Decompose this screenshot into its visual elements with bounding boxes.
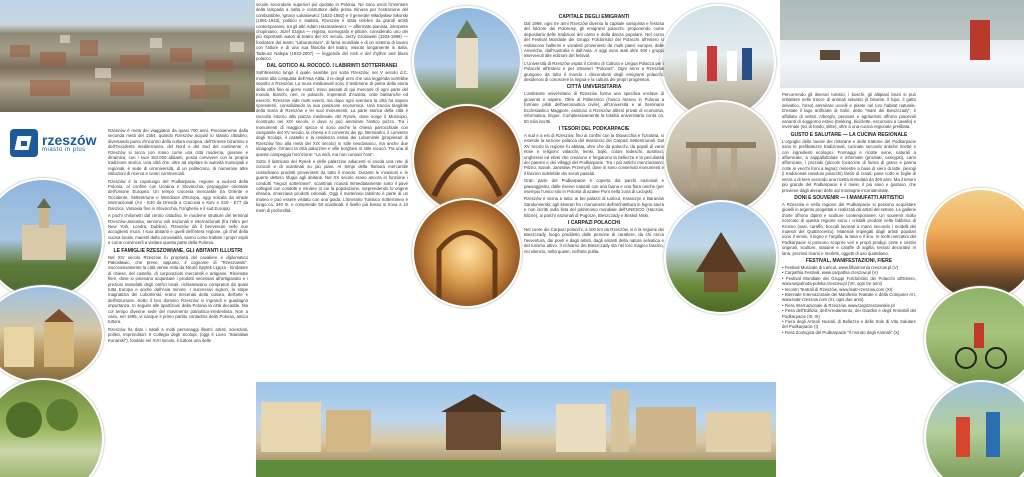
hikers-circle-photo: [924, 380, 1024, 477]
column-2: [256, 2, 408, 374]
wooden-church-circle-photo: [664, 200, 778, 314]
column-3: [524, 12, 664, 384]
university-heading: CITTÀ UNIVERSITARIA: [566, 84, 622, 91]
sled-dog-photo: [780, 0, 1024, 88]
families-heading: LE FAMIGLIE RZESZOWIANE, GLI ABITANTI ILLUSTRI: [113, 247, 243, 254]
col4-paragraph-2: L'orgoglio delle tavole dei ristoranti e delle trattorie del Podkarpacie sono le prelibatezze tradizionali, cucinate secondo antiche ricette e con ingredienti ecologici. Formaggi e ricotte ovine, naturali a affumicate, a zappallottolate e informate (proziaki, osscypki), carni affumicate, i proziaki (piccole focaccine di farina di grano e panna cotte in vecchi forni a legna); minestre a base di siero di latte, pierogi (i tradizionali ravioloni polacchi) farciti di crauti; pane cotto in foglie di verza o di kren secondo una ricetta immutata da 300 anni. Ma il tesoro più grande del Podkarpacie è il miele, il più sano e gustoso, che proviene dagli alveari delle api montagne incontaminate.: [782, 138, 916, 193]
gothic-heading: DAL GOTICO AL ROCOCÒ. I LABIRINTI SOTTERRANEI: [266, 63, 398, 70]
col3-paragraph-5: Gran parte del Podkarpacie è coperta dai parchi nazionali e paesaggistici, dalle riserve naturali con una fauna e una flora uniche (per esempio l'unico sito in Polonia di azalee Pont nella zona di Leżajsk).: [524, 178, 664, 194]
festival-item: • Festival Musicale di Łańcut, www.filharmonia.rzeszow.pl (V): [782, 264, 899, 270]
festival-heading: FESTIVAL, MANIFESTAZIONI, FIERE: [805, 257, 893, 264]
col3-paragraph-3: L'ambiente universitario di Rzeszów forma una specifica enclave di gioventù e sapere. Oltre al Politecnico (l'unico Ateneo in Polonia a formare piloti dell'aeronautica civile), all'Università e al Seminario Ecclesiastico Maggiore, esistono a Rzeszów altresì privati di economia, informatica, lingue. Complessivamente la totalità universitaria conta ca. 50 mila iscritti.: [524, 91, 664, 124]
column-4: [782, 92, 916, 477]
col1-paragraph-5: Rzeszów ha dato i natali a molti personaggi illustri: artisti, scienziati, politici, imprenditori. Il Collegio degli Scolopi, (oggi il Liceo "Stanisław Konarski"), fondato nel XVII secolo, è tuttora una delle: [108, 326, 248, 343]
festival-item: • Festival Mondiale dei Gruppi Folcloristici dei Polacchi all'Estero, www.wspolnota-polska.rzeszow.pl (VII, ogni tre anni): [782, 275, 916, 287]
sunset-lake-circle-photo: [924, 188, 1024, 302]
col2-paragraph-2: Sull'itinerario lungo il quale sarebbe poi sorta Rzeszów, nel V secolo d.C. mosse alla conquista dell'Asia Attila, il re degli unni che una leggenda vorrebbe sepolto a Rzeszów. La mura medioevali sono il testimone di pietra della storia della città fino ai giorni nostri. Sono passati di qui mercanti di ogni parte del mondo, bianchi, neri, re polacchi, imperatori d'Austria, orde barbariche ed eserciti. Rzeszów vide molti eventi, ma dopo ogni sventura la città ha saputo riprendersi, consolidando la sua posizione economica. Una traccia tangibile della storia di Rzeszów e lei suoi monumenti. La parte storica della città è raccolta intorno alla piazza medievale del Rynek, dove sorge il Municipio, ricostruito nel XIX secolo, e dove si può ammirare l'antico pozzo. Tra i monumenti di maggior spicco vi sono anche la chiesa parrocchiale con campanile del XV secolo, la chiesa e il convento dei pp. Bernardini, il convento degli Scolopi, il castello e la residenza estiva dei Lubomirski (proprietari di Rzeszów fino alla metà del XIX secolo) in stile neoclassico, ma anche due sinagoghe. Ornano la città palazzine e ville borghesi in stile rococò. Tra una di queste campeggia l'iscrizione: "La vedi, ma non conosci l'ora".: [256, 70, 408, 157]
festival-item: • Fiera dell'Edilizia, dell'Arredamento, dei Giardini e degli Immobili del Podkarpacie (III, IX): [782, 308, 916, 319]
col3-paragraph-6: Rzeszów è vicina a tutto: ai bei palazzi di Łańcut, Krasiczyn e Baranów Sandomierski; agli itinerari fra i monumenti dell'architettura in legno sacra e non iscritti sulla lista del patrimonio mondiale dell'UNESCO (Haczów, Blizne), ai parchi nazionali di Pogórze, Bieszczady e Beskid Niski.: [524, 196, 664, 218]
church-circle-photo: [412, 6, 522, 116]
col2-paragraph-1: scuole secondarie superiori più quotate in Polonia. Ne sono usciti l'inventore della lampada a nafta e costruttore della prima miniera per l'estrazione del combustibile, Ignacy Łukasiewicz (1822-1882) e il generale Władysław Sikorski (1881-1943), politico e statista. Rzeszów è stata celebre da grandi artisti contemporanei, tra gli altri Adam Hazarasiewicz — affermato pianista, interprete chopiniano, Józef Szajna — regista, scenografo e pittore, considerato uno dei più importanti autori di teatro del XX secolo, Jerzy Grotowski (1933-1999) — fondatore del teatro "Laboratorium", di fama mondiale e di un sistema di lavoro con l'attore e di una sua filosofia del teatro, vissuto lungamente in Italia, Tadeusz Nalepa (1933-2007) — leggenda del rock e del rhythm and blues polacco.: [256, 2, 408, 62]
castle-circle-photo: [0, 178, 104, 300]
market-square-photo: [256, 382, 776, 477]
festival-item: • Fiera degli Articoli Nuziali, di Bellezza e delle Sole di Vita Salutare del Podkarpacie (I): [782, 319, 916, 330]
old-town-circle-photo: [0, 285, 104, 384]
logo-name: rzeszów: [42, 132, 97, 148]
col3-paragraph-2: L'Università di Rzeszów ospita il Centro di Cultura e Lingua Polacca per i Polacchi all'Estero e per Stranieri "Polonus". Ogni anno a Rzeszów giungono da tutto il mondo i discendenti degli emigranti polacchi, desiderosi di conoscere la lingua e la cultura dei propri progenitori.: [524, 60, 664, 83]
emigrants-heading: CAPITALE DEGLI EMIGRANTI: [558, 14, 630, 20]
university-circle-photo: [664, 100, 778, 214]
col4-paragraph-1: Percorrendo gli itinerari turistici, i boschi, gli altipiani bruni si può imbattere nelle tracce di animali selvatici (il bisonte, il lupo, il gatto selvatico, l'orso) ammirare uccelli e piante nel loro habitat naturale. D'estate il lago artificiale di Solin, detto "mare dei Bieszczady", è affollato di velisti. Alberghi, pensioni e agriturismi offrono piacevoli variantí di soggiorno estivo (trekking, biciclette, escursioni a cavallo) e invernale (sci di fondo, slitte), oltre a una cucina regionale prelibata.: [782, 92, 916, 130]
logo-mark-icon: [10, 129, 38, 157]
col3-paragraph-7: Nel cuore dei Carpazi polacchi, a 100 km da Rzeszów, vi è la regione dei Bieszczady, luogo prediletto dalle persone di carattere, da chi cerca l'avventura, dai poeti e dagli artisti, dagli amanti della natura selvatica e del turismo attivo. Il richiamo dei Bieszczady sta nel loro magico fascino, nei silenzio, nella quiete, nell'aria pulita.: [524, 227, 664, 254]
festival-item: • Biennale Internazionale del Manifesto Teatrale e della Computer Art, www.teatr-rzeszow.com (XI, ogni due anni).: [782, 292, 916, 303]
cyclists-circle-photo: [924, 286, 1024, 390]
cuisine-heading: GUSTO E SALUTARE — LA CUCINA REGIONALE: [790, 131, 908, 138]
rzeszow-logo: [10, 128, 100, 158]
col1-paragraph-4: Nel XIV secolo Rzeszów fu proprietà del cavaliere e diplomatico Pakosławic, che prese, appunto, il cognome di "Rzeszowski". Successivamente la città venne retta da Nicolò Spytek Ligęza - fondatore di chiese, del castello, di corporazioni mercantili e artigiane. Rinomate fiere, dove si potevano acquistare i prodotti necessari all'artigianato e i preziosi manufatti degli orefici locali, richiamavano compratori da quasi tutta Europa e anche dall'Asia minore. I successivi signori, la stirpe magnatizia dei Lubomirski, erano mecenati della cultura, dell'arte e dell'istruzione. Sotto il loro dominio Rzeszów si ingrandì e guadagnò importanza. In seguito alle spartizioni della Polonia la città decadde. Ma col tempo divenne sede del movimento patriottico-irredentista. Non a caso, nel 1895, vi nacque il primo partito contadino della Polonia, antico tuttora.: [108, 254, 248, 325]
col4-paragraph-3: A Rzeszów e nella regione del Podkarpacie si possono acquistare gioielli in argento progettati e realizzati da artisti del settore. Le gallerie d'arte offrono dipinti e sculture contemporanee. Un souvenir molto ricercato di questa regione sono i cristalli prodotti nella fabbrica di Krosno (vasi, caraffe, boccali lavorati a mano secondo i modelli dei maestri del Quattrocento). Materiali impiegati dagli artisti popolari sono il vimini, il legno e l'argilla, la lana e il lino. In molti mercatini del Podkarpacie si possono scoprire veri e propri prodigi, certe e cestini originali, sculture, statuine e caraffe di argilla, tessuti decorativi in lana, preziosi ricami e merletti, oggetti di uso quotidiano.: [782, 201, 916, 256]
souvenir-heading: DONI E SOUVENIR — I MANUFATTI ARTISTICI: [794, 194, 904, 201]
intro-paragraph: Rzeszów è meta dei viaggiatori da quasi 700 anni. Precisamente dalla seconda metà del 1354, quando Rzeszów acquisì lo statuto cittadino, diventando punto d'incontro della cultura europea, dell'Oriente bizantino e dell'Occidente mediterraneo, del Nord e del Sud del continente. A Rzeszów si tocca con mano come una città moderna, giovane e dinamica, con i suoi 163.000 abitanti, possa convivere con la propria tradizione storica. Una città che, oltre ad ospitare le autorità municipali e regionali, è sede di un'università, di un politecnico, di numerose altre istituzioni di ricerca e centri commerciali.: [108, 128, 248, 177]
col2-paragraph-3: Sotto il lastricato del Rynek e delle palazzine adiacenti si snoda una rete di cunicoli e di scantinati su più piani. Ai tempi della floritura mercantile custodivano prodotti provenienti da tutto il mondo. Durante le invasioni e le guerre dettero rifugio agli abitanti. Nel XX secolo erano ancora in funzione i condotti "negozi sotterranei", scantinati ricavati immediatamente sotto il pavé collegati con condotti e miniere in cui la popolazione, sorprendendo lo origine ebraica, smerciava prodotti coloniali. Oggi il misterioso labirinto è parte di un museo e può essere visitato con una guida. L'itinerario Turistico Sotterraneo è lungo ca. 340 m. e comprende 50 scantinati. Il livello più basso si trova a 10 metri di profondità.: [256, 158, 408, 213]
city-panorama-photo: [0, 0, 255, 112]
col3-paragraph-4: A sud e a est di Rzeszów, fino ai confini con la Slovacchia e l'Ucraina, si estende la sezione polacca del massiccio dei Carpazi Settentrionali. Dal XV secolo la regione fu abitata, oltre che da polacchi, da popoli di varie etnie e religioni: valacchi, lemki, bojki, coloni tedeschi, austriaci, ungheresi ed ebrei che crearono e forgiarono la bellezza e la peculiarità dei paesini e dei villaggi del Podkarpacie. Tra i più antichi menzioniamo: Pilzno, Sanok, Jarosław, Przemyśl, dove si sono conservati monumenti e il fascino indelebile dei secoli passati.: [524, 132, 664, 176]
tunnel-circle-photo: [412, 198, 522, 308]
park-circle-photo: [0, 378, 104, 477]
festival-item: • Carpathia Festival, www.carpathia.rzeszow.pl (V): [782, 270, 878, 276]
carpathians-heading: I CARPAZI POLACCHI: [567, 220, 621, 226]
col1-paragraph-2: Rzeszów è la capoluogo del Podkarpacie, regione a sud-est della Polonia, al confine con Ucraina e Slovacchia, propaggine orientale dell'Unione Europea. Un tempo crocevia mercantile tra Oriente e Occidente, Settentrione e Meridione d'Europa, oggi solcata da strade internazionali (A4 - E40 da Dresda a Cracovia e Kiev e S19 - E77 da Danzica, Varsavia fino in Slovacchia, l'Ungheria e il sud Europa).: [108, 178, 248, 211]
logo-tagline: miasto in plus: [42, 147, 86, 153]
festival-item: • Fiera Internazionale di Rzeszów, www.targirzeszowskie.pl: [782, 302, 895, 308]
festival-item: • Incontri Teatrali di Rzeszów, www.teatr-rzeszow.com (XI): [782, 286, 893, 292]
festival-list: [782, 265, 916, 335]
festival-item: • Fiera Zoologica del Podkarpacie "Il mondo degli Animali" (X): [782, 329, 900, 335]
col1-paragraph-3: A pochi chilometri dal centro cittadino, le moderne strutture del terminal Rzeszów-Jasionka, servono voli nazionali e internazionali (fra l'altro per New York, Londra, Dublino). Rzeszów dà il benvenuto nelle sue accoglienti mura. I suoi abitanti e quelli dell'intera regione, gli chef della cucina locale, maestri della convivialità, sanno come trattare i propri ospiti e come convincerli a visitare questa parte della Polonia.: [108, 213, 248, 246]
column-1: [108, 128, 248, 477]
treasures-heading: I TESORI DEL PODKARPACIE: [558, 125, 630, 132]
col3-paragraph-1: Dal 1969, ogni tre anni Rzeszów diventa la capitale variopinta e festosa del folclore dei Polonusy, gli emigranti polacchi, proponendo come depositaria delle tradizioni del canto e della danza popolare. Nel corso del Festival Mondiale dei Gruppi Folcloristici dei Polacchi all'estero si esibiscono ballerini e vocalisti provenienti da molti paesi europei, dalle Americhe, dall'Australia e dall'Asia. A oggi sono stati oltre 400 i gruppi intervenuti alle edizioni del festival.: [524, 21, 664, 59]
